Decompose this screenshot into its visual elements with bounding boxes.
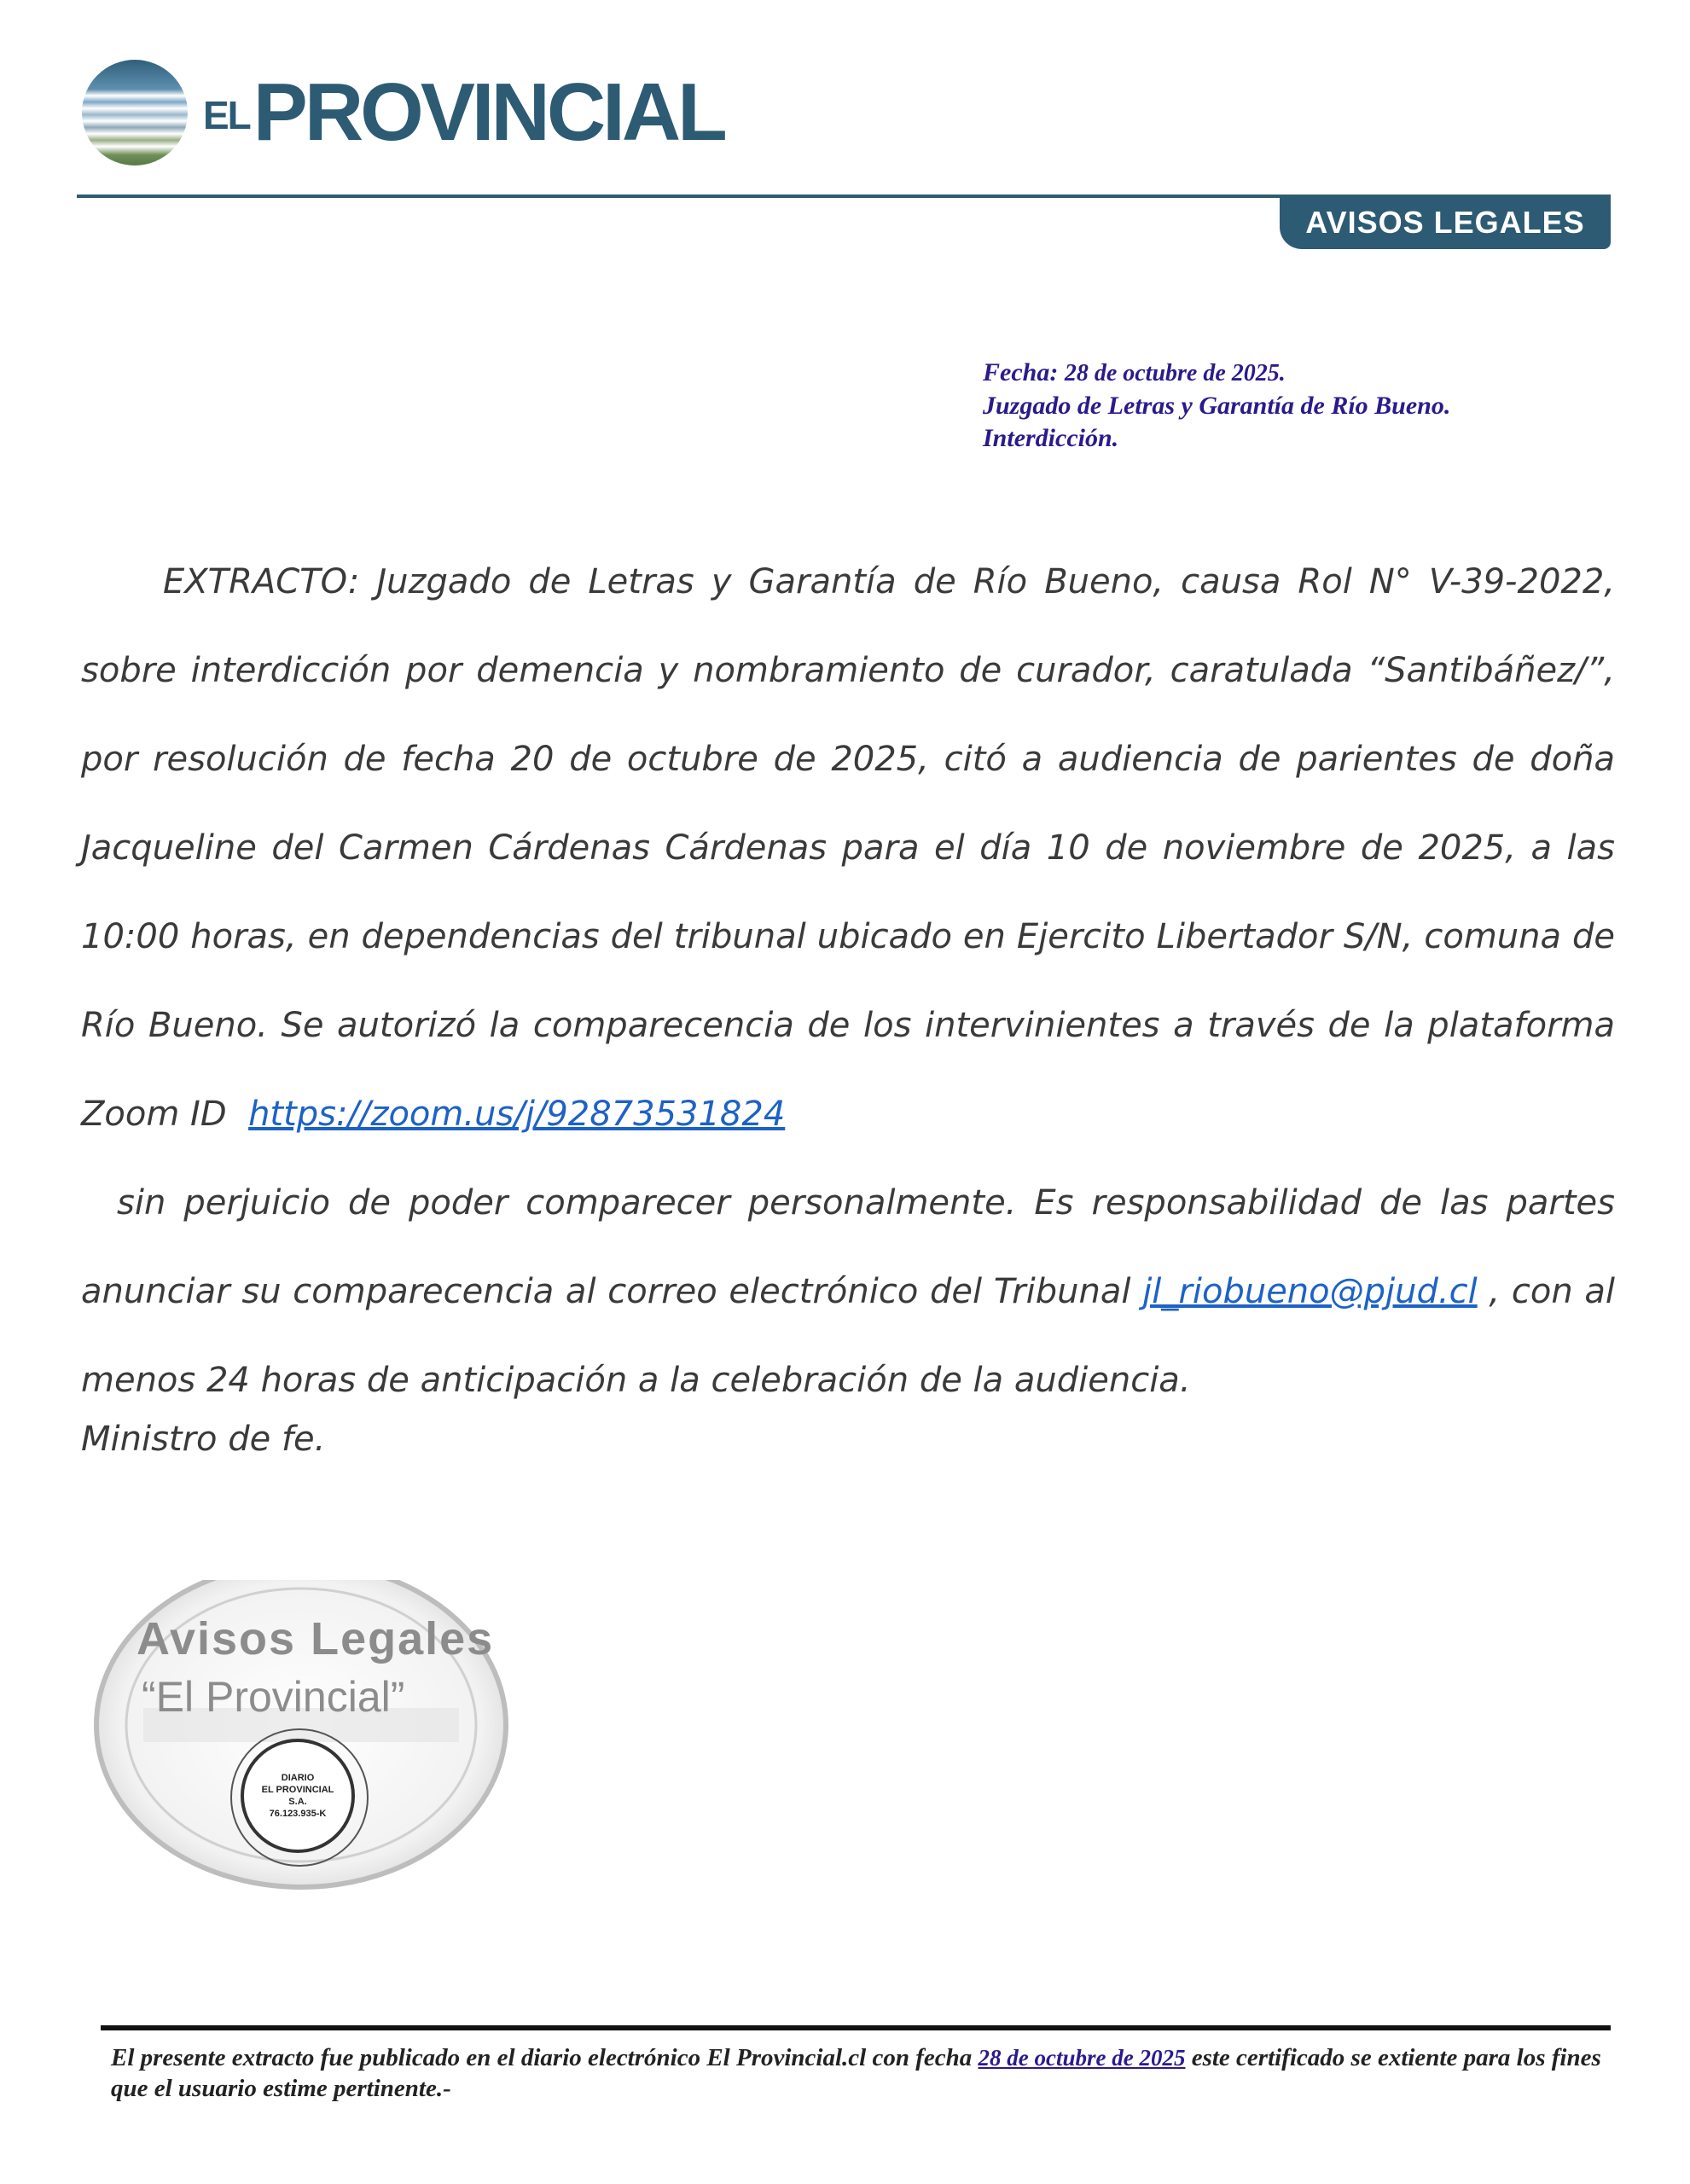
- footer-divider: [101, 2025, 1611, 2030]
- brand-wordmark: [203, 67, 724, 158]
- globe-logo-icon: [82, 60, 188, 166]
- stamp-subtitle: “El Provincial”: [142, 1673, 405, 1721]
- brand-name: PROVINCIAL: [253, 67, 724, 158]
- meta-date-line: [983, 357, 1450, 390]
- tribunal-email-link[interactable]: jl_riobueno@pjud.cl: [1142, 1272, 1478, 1311]
- stamp-title: Avisos Legales: [136, 1613, 495, 1664]
- date-label: Fecha:: [983, 358, 1059, 386]
- meta-subject: Interdicción.: [983, 424, 1119, 452]
- footer-date: 28 de octubre de 2025: [978, 2045, 1186, 2071]
- publication-certificate: [111, 2042, 1612, 2104]
- brand-prefix: EL: [203, 93, 250, 137]
- seal-line: 76.123.935-K: [269, 1809, 327, 1819]
- notice-meta: [983, 357, 1450, 455]
- meta-court: Juzgado de Letras y Garantía de Río Bueno.: [983, 392, 1451, 420]
- footer-text-2: este certificado se extiente para los fines que el usuario estime pertinente.-: [111, 2044, 1601, 2102]
- company-seal: [241, 1739, 355, 1853]
- seal-line: S.A.: [288, 1797, 307, 1807]
- seal-line: EL PROVINCIAL: [261, 1785, 334, 1795]
- signature: Ministro de fe.: [81, 1420, 326, 1459]
- extract-paragraph: [81, 537, 1615, 1159]
- extract-text-part3: , con al menos 24 horas de anticipación a la celebración de la audiencia.: [81, 1272, 1616, 1400]
- date-value: 28 de octubre de 2025.: [1064, 360, 1286, 386]
- extract-paragraph-2: [81, 1159, 1615, 1425]
- section-tab: AVISOS LEGALES: [1280, 196, 1611, 249]
- seal-line: DIARIO: [281, 1773, 315, 1783]
- extract-text-part1: EXTRACTO: Juzgado de Letras y Garantía de Río Bueno, causa Rol N° V-39-2022, sobre interdicción por demencia y nombramiento de curador, caratulada “Santibáñez/”, por resolución de fecha 20 de octubre de 2025, citó a audiencia de parientes de doña Jacqueline del Carmen Cárdenas Cárdenas para el día 10 de noviembre de 2025, a las 10:00 horas, en dependencias del tribunal ubicado en Ejercito Libertador S/N, comuna de Río Bueno. Se autorizó la comparecencia de los intervinientes a través de la plataforma Zoom ID: [81, 562, 1615, 1134]
- extract-text-part2: sin perjuicio de poder comparecer personalmente. Es responsabilidad de las partes anunciar su comparecencia al correo electrónico del Tribunal: [81, 1183, 1615, 1311]
- notice-body: [81, 537, 1615, 1425]
- brand-logo: [82, 60, 724, 166]
- zoom-link[interactable]: https://zoom.us/j/92873531824: [248, 1095, 786, 1134]
- footer-text-1: El presente extracto fue publicado en el diario electrónico El Provincial.cl con fecha: [111, 2044, 973, 2071]
